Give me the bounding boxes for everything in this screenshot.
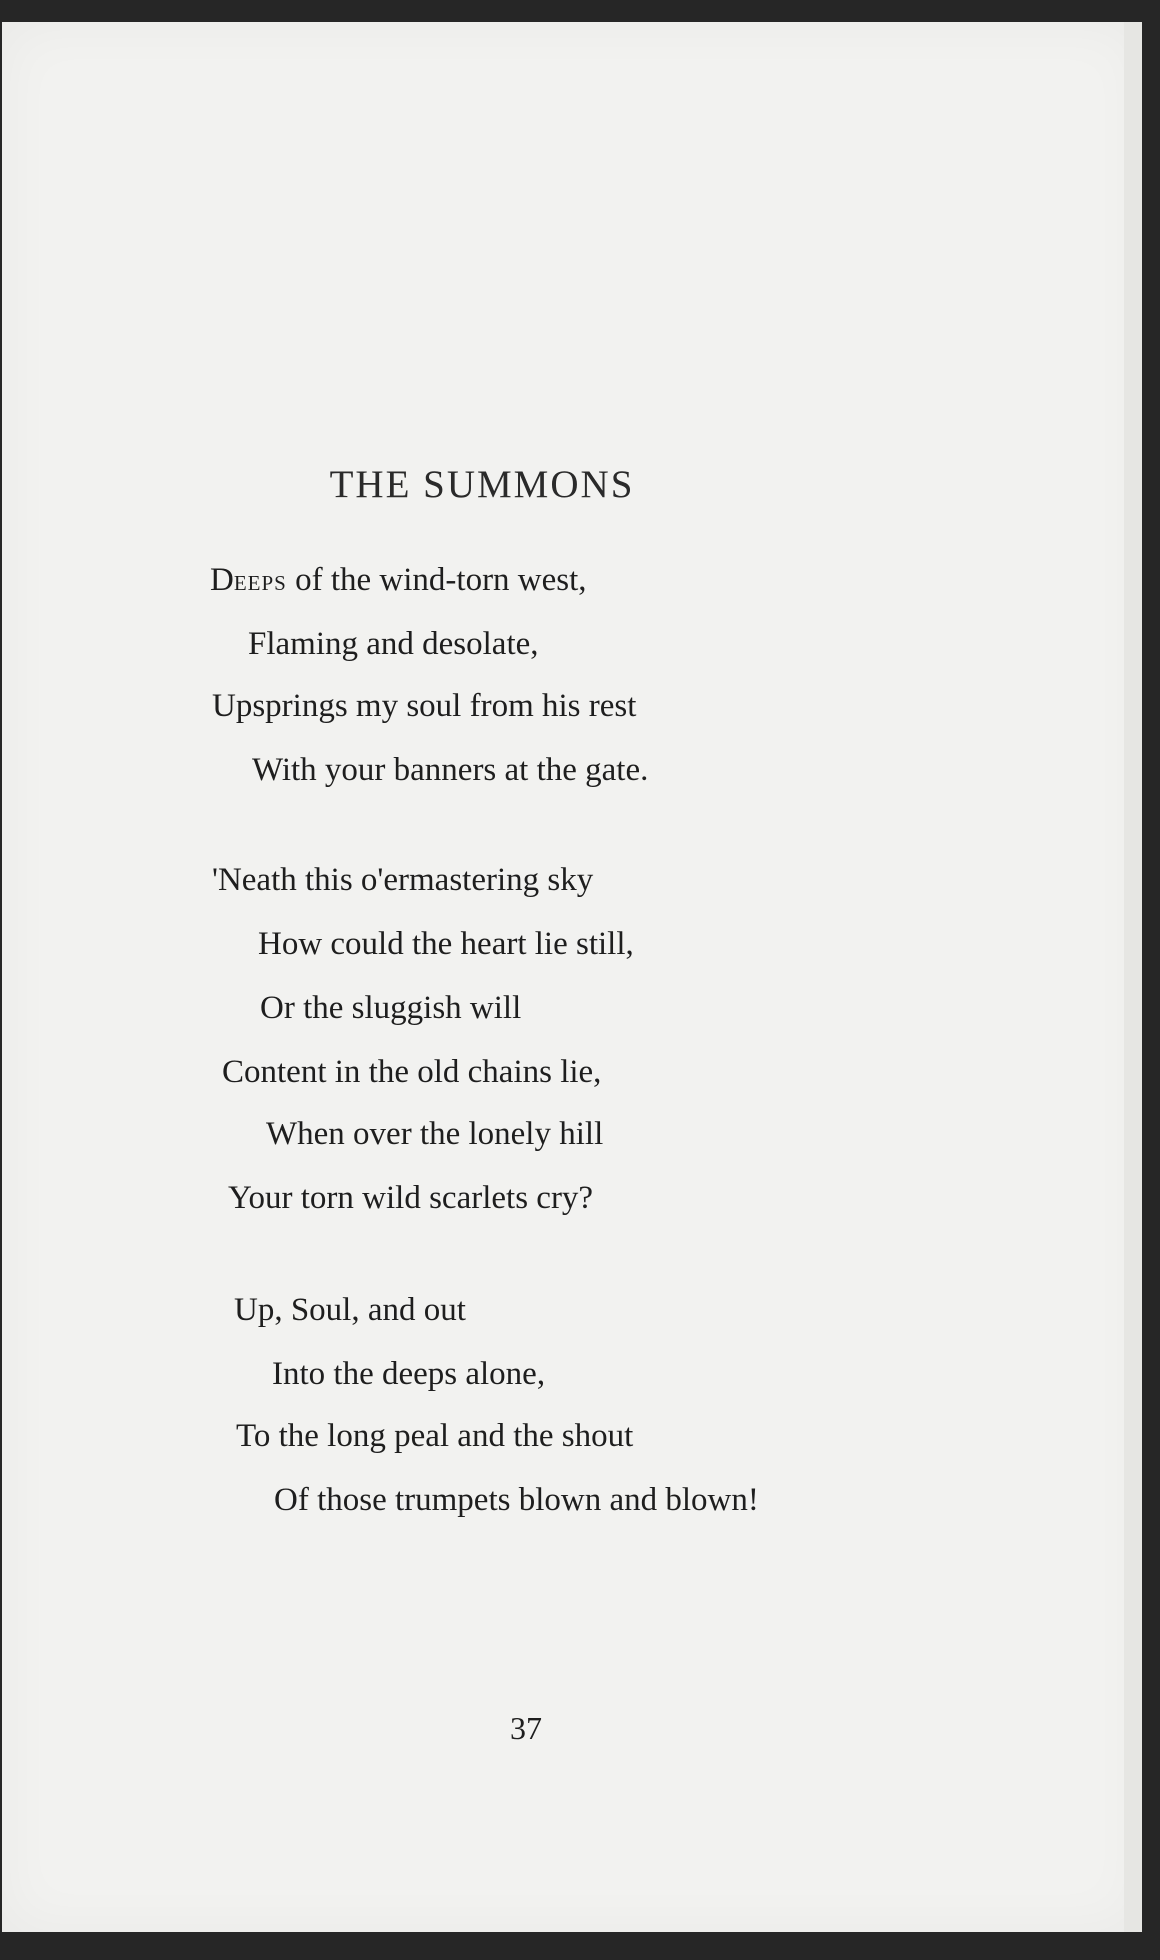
poem-line-11: Up, Soul, and out — [234, 1292, 466, 1328]
poem-line-3: Upsprings my soul from his rest — [212, 688, 637, 724]
poem-title: THE SUMMONS — [329, 463, 635, 506]
poem-line-14: Of those trumpets blown and blown! — [274, 1482, 759, 1518]
poem-line-10: Your torn wild scarlets cry? — [228, 1180, 594, 1216]
poem-line-12: Into the deeps alone, — [272, 1356, 546, 1392]
page-number: 37 — [510, 1710, 542, 1746]
poem-line-4: With your banners at the gate. — [252, 752, 649, 788]
poem-line-1 — [210, 562, 587, 599]
page-edge — [1124, 22, 1142, 1932]
small-caps-word: eeps — [233, 564, 287, 597]
poem-line-8: Content in the old chains lie, — [222, 1054, 602, 1090]
poem-line-1-text: of the wind-torn west, — [286, 562, 587, 598]
poem-line-5: 'Neath this o'ermastering sky — [212, 862, 594, 898]
poem-line-9: When over the lonely hill — [266, 1116, 604, 1152]
book-page — [2, 22, 1142, 1932]
poem-line-7: Or the sluggish will — [260, 990, 522, 1026]
drop-initial: D — [210, 562, 234, 598]
poem-line-13: To the long peal and the shout — [236, 1418, 634, 1454]
poem-line-6: How could the heart lie still, — [258, 926, 634, 962]
poem-line-2: Flaming and desolate, — [248, 626, 539, 662]
